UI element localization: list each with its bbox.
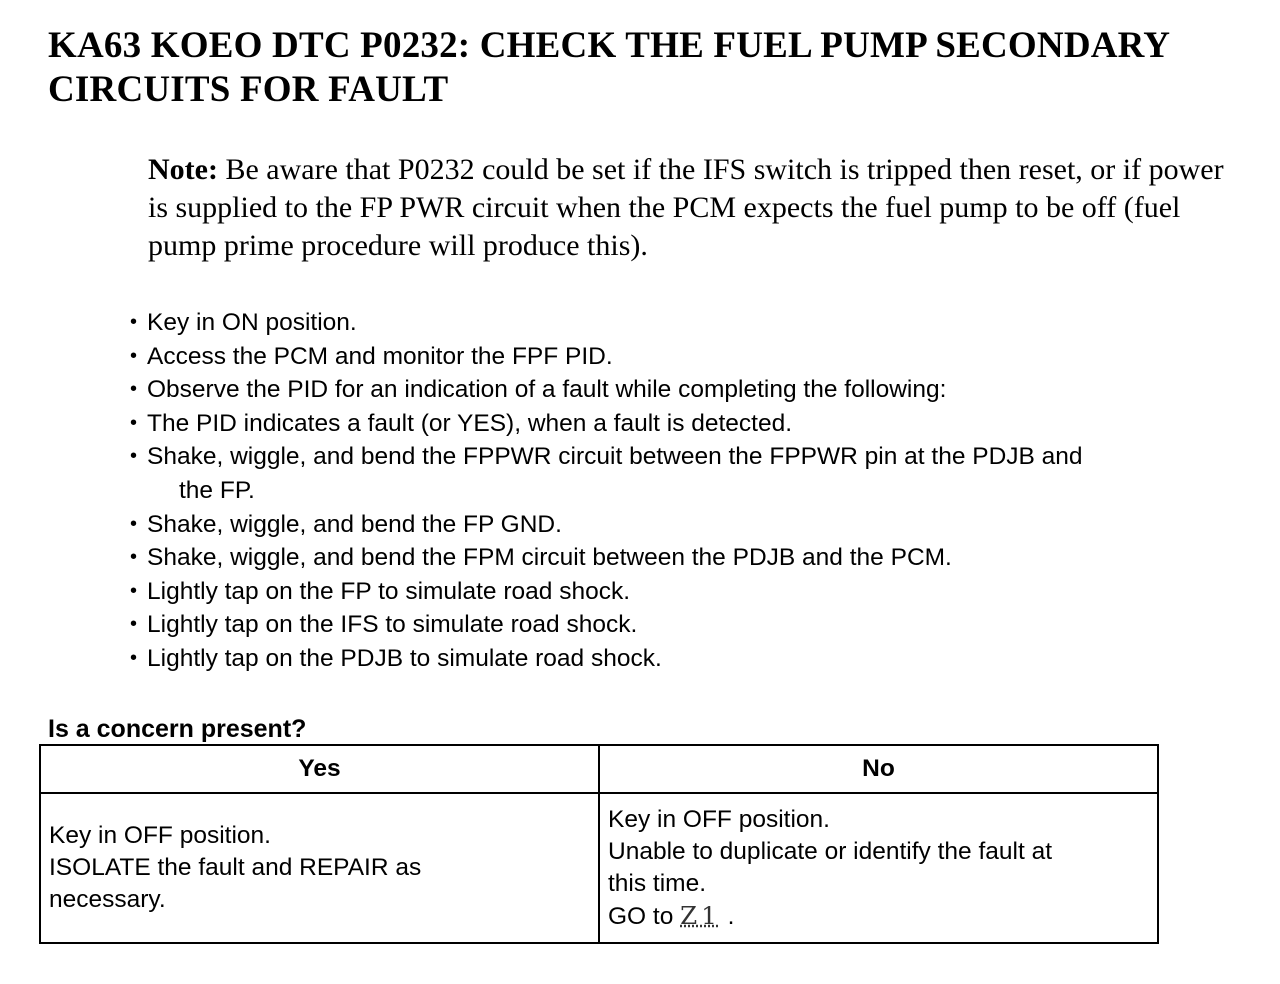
goto-prefix: GO to <box>608 902 674 930</box>
bullet-icon: • <box>130 613 138 636</box>
step-text-continuation: the FP. <box>179 476 255 504</box>
yes-line: necessary. <box>49 886 166 913</box>
note-text: Be aware that P0232 could be set if the IFS switch is tripped then reset, or if power is supplied to the FP PWR circuit when the PCM expects the fuel pump to be off (fuel pump prime procedure will produce this). <box>148 153 1224 262</box>
bullet-icon: • <box>130 646 138 669</box>
goto-z1-link[interactable]: Z1 <box>680 900 721 930</box>
list-item <box>130 440 1240 507</box>
list-item <box>130 407 1240 441</box>
result-table <box>39 744 1159 944</box>
step-text: Shake, wiggle, and bend the FPPWR circuit between the FPPWR pin at the PDJB and <box>147 443 1083 471</box>
list-item <box>130 306 1240 340</box>
no-cell <box>599 793 1158 943</box>
no-line: this time. <box>608 869 707 897</box>
page-title: KA63 KOEO DTC P0232: CHECK THE FUEL PUMP SECONDARY CIRCUITS FOR FAULT <box>48 25 1169 110</box>
table-row <box>40 793 1158 943</box>
list-item <box>130 541 1240 575</box>
list-item <box>130 508 1240 542</box>
bullet-icon: • <box>130 344 138 367</box>
note-paragraph <box>148 151 1238 265</box>
step-text: Observe the PID for an indication of a fault while completing the following: <box>147 376 947 404</box>
concern-question: Is a concern present? <box>48 715 307 743</box>
step-text: Lightly tap on the PDJB to simulate road shock. <box>147 644 662 672</box>
bullet-icon: • <box>130 311 138 333</box>
step-text: Access the PCM and monitor the FPF PID. <box>147 342 613 370</box>
goto-line <box>608 900 1157 933</box>
bullet-icon: • <box>130 512 138 535</box>
step-text: The PID indicates a fault (or YES), when a fault is detected. <box>147 409 793 437</box>
procedure-steps-list <box>130 306 1240 676</box>
goto-suffix: . <box>727 902 735 930</box>
list-item <box>130 642 1240 676</box>
list-item <box>130 608 1240 642</box>
no-header: No <box>599 745 1158 793</box>
yes-line: Key in OFF position. <box>49 822 271 849</box>
bullet-icon: • <box>130 445 138 468</box>
bullet-icon: • <box>130 546 138 569</box>
bullet-icon: • <box>130 411 138 434</box>
bullet-icon: • <box>130 378 138 401</box>
step-text: Lightly tap on the IFS to simulate road shock. <box>147 611 638 639</box>
yes-header: Yes <box>40 745 599 793</box>
yes-cell <box>40 793 599 943</box>
no-line: Key in OFF position. <box>608 805 830 833</box>
list-item <box>130 340 1240 374</box>
yes-line: ISOLATE the fault and REPAIR as <box>49 854 422 881</box>
list-item <box>130 575 1240 609</box>
step-text: Lightly tap on the FP to simulate road shock. <box>147 577 631 605</box>
no-line: Unable to duplicate or identify the fault at <box>608 837 1053 865</box>
step-text: Key in ON position. <box>147 309 357 336</box>
list-item <box>130 373 1240 407</box>
table-header-row <box>40 745 1158 793</box>
note-label: Note: <box>148 153 218 186</box>
step-text: Shake, wiggle, and bend the FP GND. <box>147 510 562 538</box>
step-text: Shake, wiggle, and bend the FPM circuit between the PDJB and the PCM. <box>147 544 952 572</box>
bullet-icon: • <box>130 579 138 602</box>
